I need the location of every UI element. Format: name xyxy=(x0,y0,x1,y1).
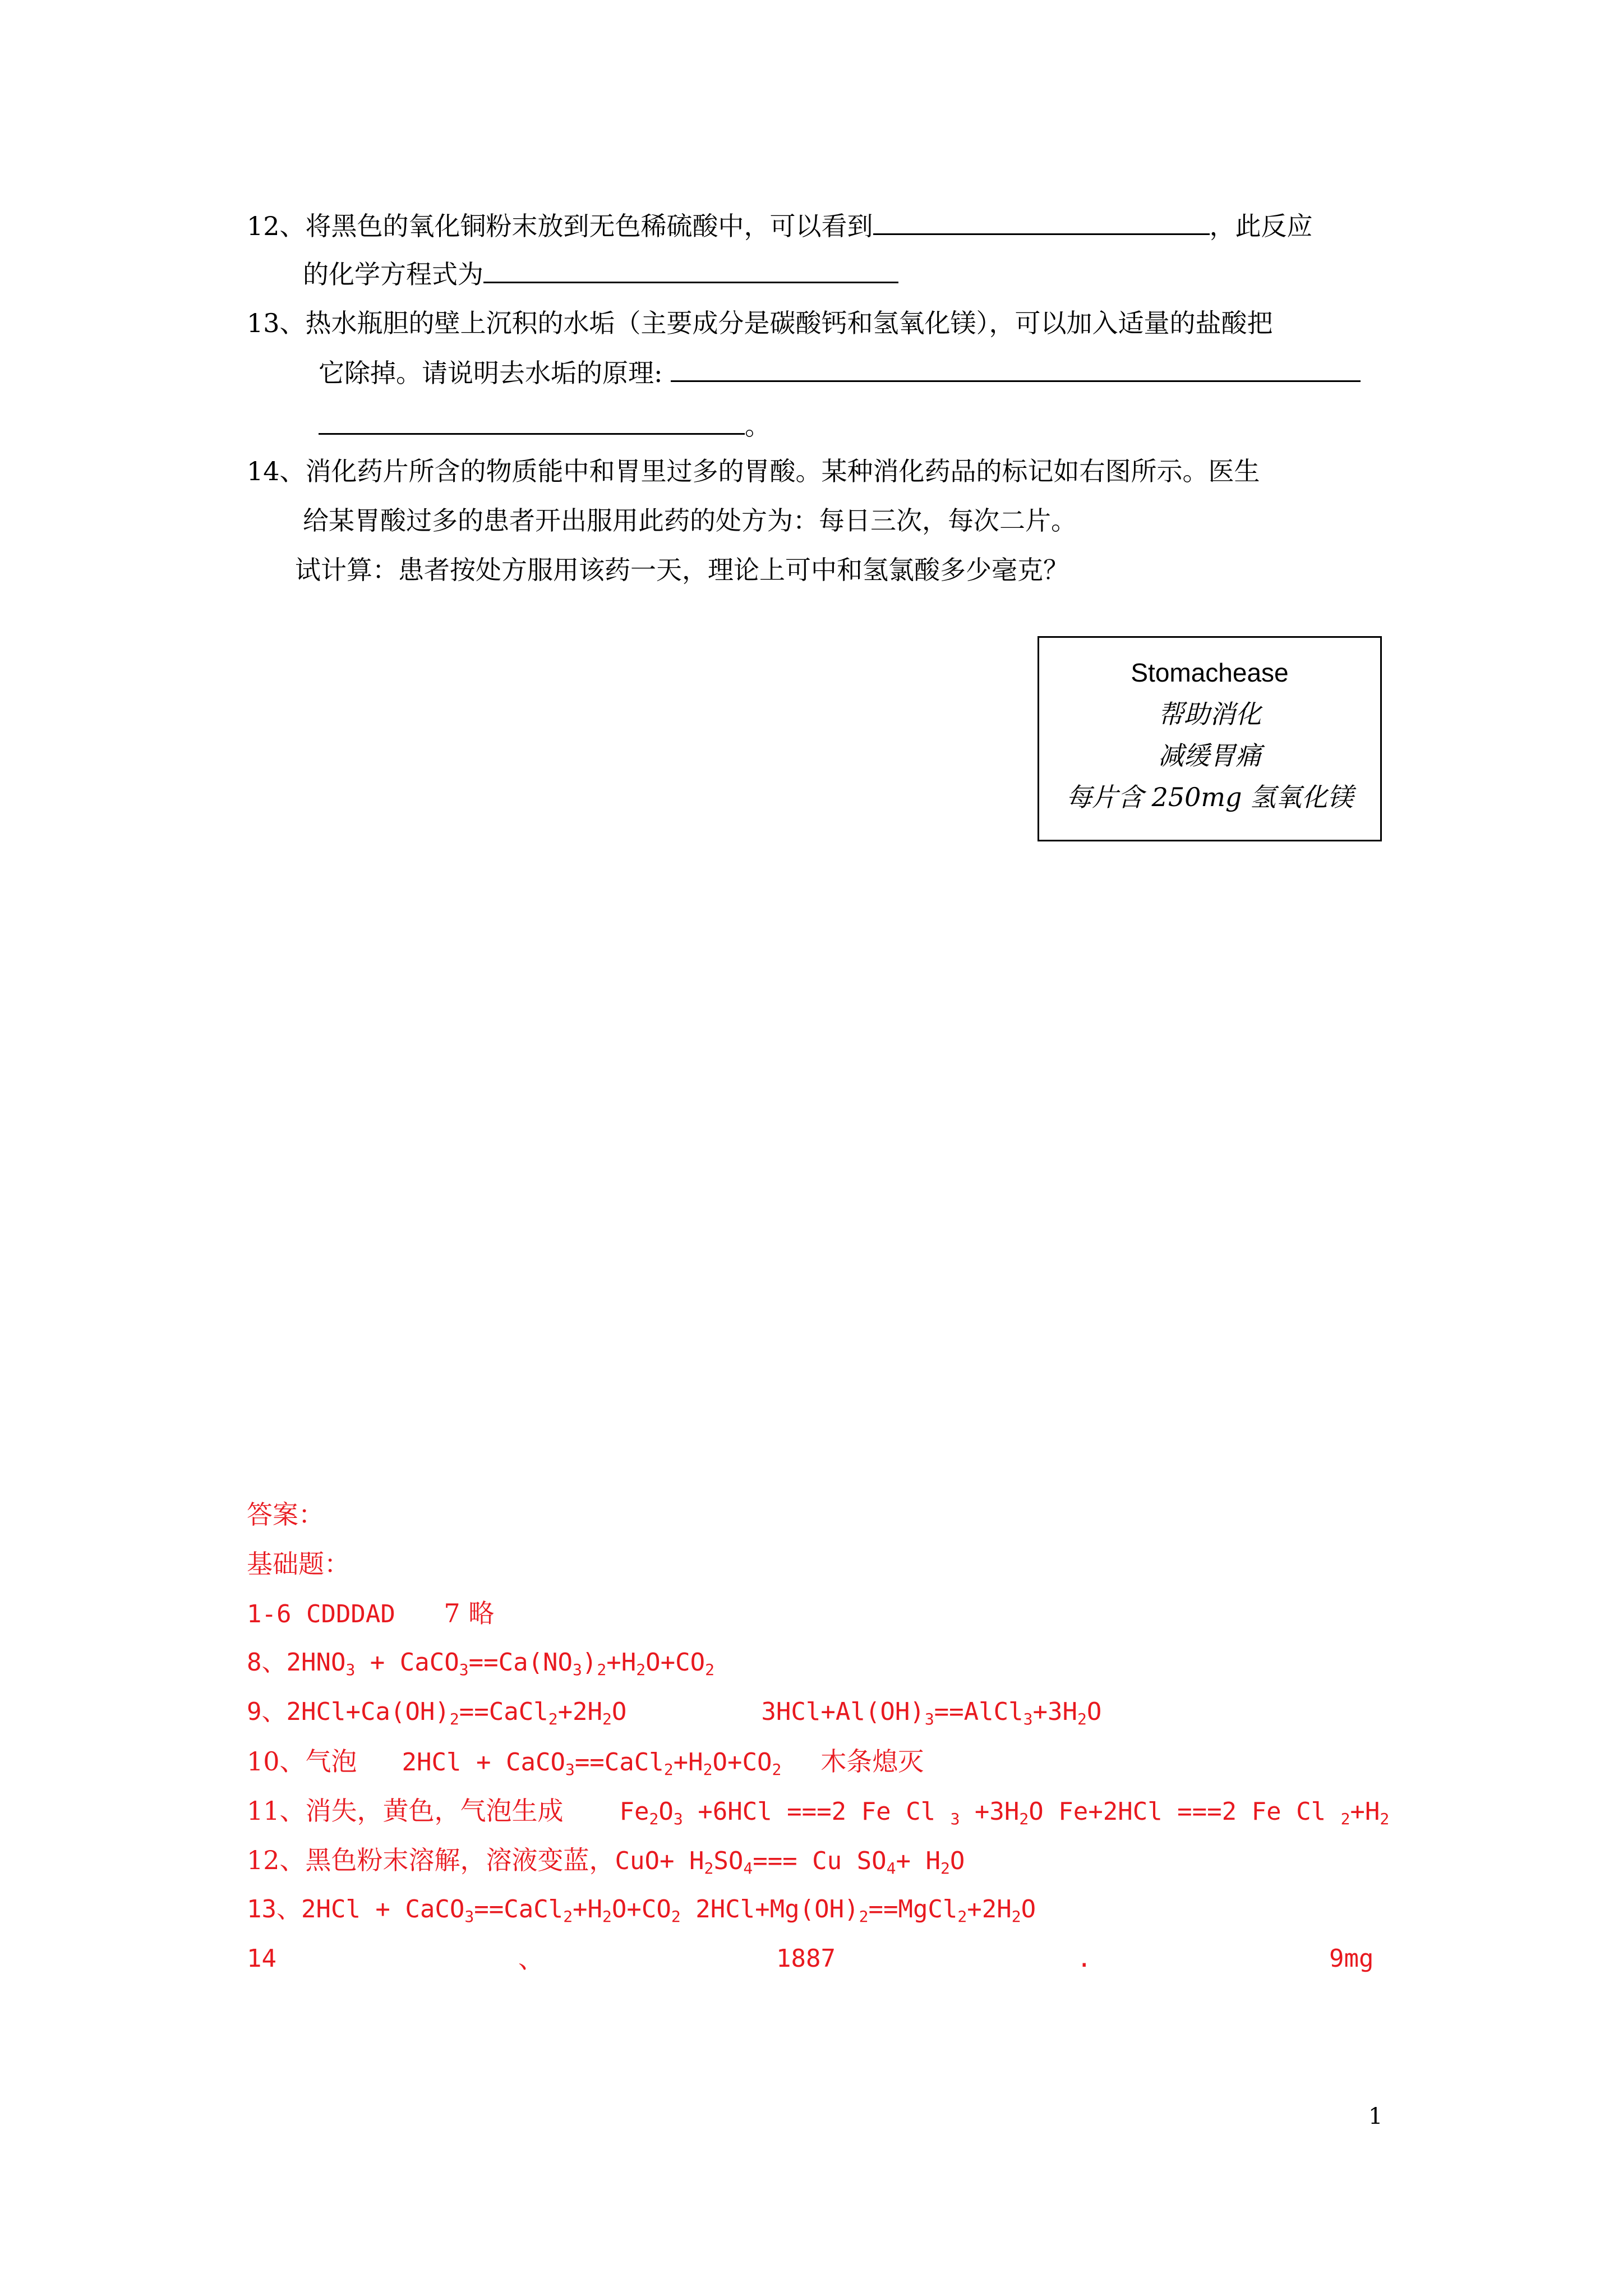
medicine-line-1: 帮助消化 xyxy=(1158,699,1261,729)
q13-text-2: 它除掉。请说明去水垢的原理: xyxy=(319,358,663,388)
medicine-label-box xyxy=(1038,636,1382,841)
answers-title xyxy=(247,1498,324,1533)
answer-10-end: 木条熄灭 xyxy=(820,1746,924,1777)
answer-14-value: 1887 xyxy=(776,1944,836,1973)
q12-text-after: ，此反应 xyxy=(1209,211,1313,241)
q13-line2 xyxy=(319,356,1361,390)
q12-answer-blank-2[interactable] xyxy=(483,257,898,283)
answer-8: 8、$2HNO_3$ + $CaCO_3==Ca(NO_3)_2+H_2O+CO_2$ xyxy=(247,1648,714,1679)
q13-answer-blank-1[interactable] xyxy=(671,356,1361,382)
answer-14-sep: 、 xyxy=(518,1944,544,1974)
q14-text: 14、消化药片所含的物质能中和胃里过多的胃酸。某种消化药品的标记如右图所示。医生 xyxy=(247,456,1260,486)
q14-text-2: 给某胃酸过多的患者开出服用此药的处方为：每日三次，每次二片。 xyxy=(303,505,1077,536)
medicine-name: Stomachease xyxy=(1131,658,1289,687)
answers-section-text: 基础题： xyxy=(247,1549,350,1579)
q13-answer-blank-2[interactable] xyxy=(319,408,745,435)
q13-line3 xyxy=(319,408,771,443)
answer-14-num: 14 xyxy=(247,1944,276,1973)
q14-line3 xyxy=(295,553,1069,587)
q13-text-end: 。 xyxy=(745,411,771,441)
answer-1-7 xyxy=(247,1596,494,1631)
q12-text-2: 的化学方程式为 xyxy=(303,259,483,289)
medicine-line-2: 减缓胃痛 xyxy=(1158,740,1261,771)
q12-line1 xyxy=(247,209,1313,243)
q13-text: 13、热水瓶胆的壁上沉积的水垢（主要成分是碳酸钙和氢氧化镁），可以加入适量的盐酸把 xyxy=(247,308,1273,338)
answer-7: 7 略 xyxy=(444,1598,495,1628)
answer-14-unit: 9mg xyxy=(1329,1944,1374,1973)
q14-line2 xyxy=(303,504,1077,537)
q12-answer-blank-1[interactable] xyxy=(873,209,1210,235)
answer-12: 12、黑色粉末溶解，溶液变蓝，$CuO+ H_2SO_4=== Cu$ $SO_4+ H_2O$ xyxy=(247,1845,965,1878)
answer-12-text: 12、黑色粉末溶解，溶液变蓝， xyxy=(247,1845,615,1875)
answer-11: 11、消失，黄色，气泡生成 $Fe_2O_3 +6HCl ===2$ Fe Cl $_3 +3H_2O$ Fe+2HCl ===2 Fe Cl $_2+H_2$ xyxy=(247,1796,1390,1828)
answers-section xyxy=(247,1547,350,1582)
medicine-line-3: 每片含 250mg 氢氧化镁 xyxy=(1066,782,1354,812)
answer-11-text: 11、消失，黄色，气泡生成 xyxy=(247,1796,564,1826)
q13-line1 xyxy=(247,306,1273,340)
page-number: 1 xyxy=(1368,2104,1383,2129)
answer-1-6: 1-6 CDDDAD xyxy=(247,1600,395,1628)
q12-line2 xyxy=(303,257,898,291)
q14-text-3: 试计算：患者按处方服用该药一天，理论上可中和氢氯酸多少毫克？ xyxy=(295,555,1069,585)
answer-14-dot: . xyxy=(1077,1944,1092,1973)
q12-text: 12、将黑色的氧化铜粉末放到无色稀硫酸中，可以看到 xyxy=(247,211,873,241)
q14-line1 xyxy=(247,454,1260,488)
answer-9: 9、$2HCl+Ca(OH)_2==CaCl_2+2H_2O$ $3HCl+Al(OH)_3==AlCl_3+3H_2O$ xyxy=(247,1697,1102,1728)
answer-13: 13、$2HCl + CaCO_3==CaCl_2+H_2O+CO_2$ $2HCl+Mg(OH)_2==MgCl_2+2H_2O$ xyxy=(247,1895,1036,1926)
answer-10: 10、气泡 $2HCl + CaCO_3==CaCl_2+H_2O+CO_2$ 木条熄灭 xyxy=(247,1746,924,1779)
answers-title-text: 答案： xyxy=(247,1499,324,1530)
answer-10-text: 10、气泡 xyxy=(247,1746,357,1777)
